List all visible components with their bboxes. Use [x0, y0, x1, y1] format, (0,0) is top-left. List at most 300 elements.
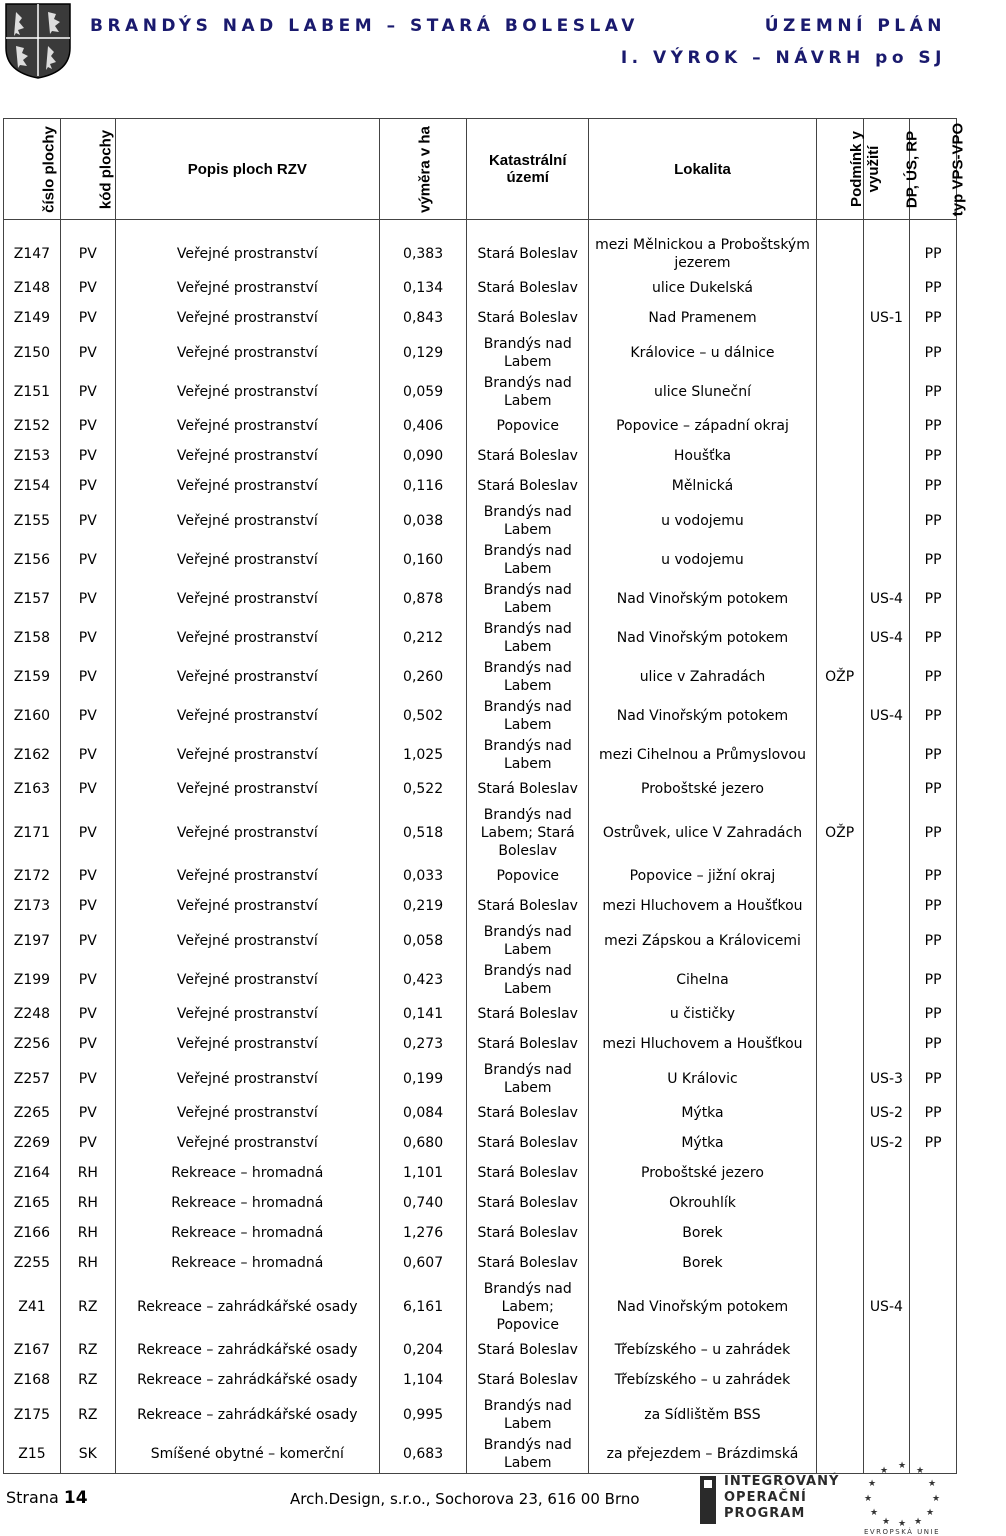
table-body [4, 220, 957, 1474]
cell-vymera: 0,522 [379, 774, 466, 804]
cell-podminka [816, 411, 863, 441]
cell-kod: PV [60, 303, 115, 333]
cell-kod: PV [60, 861, 115, 891]
cell-podminka [816, 1128, 863, 1158]
cell-lokalita: Okrouhlík [589, 1188, 817, 1218]
cell-lokalita: za přejezdem – Brázdimská [589, 1434, 817, 1474]
cell-lokalita: Třebízského – u zahrádek [589, 1365, 817, 1395]
cell-katastr: Brandýs nad Labem [467, 618, 589, 657]
cell-kod: RH [60, 1218, 115, 1248]
cell-kod: PV [60, 696, 115, 735]
cell-kod: PV [60, 540, 115, 579]
cell-kod: PV [60, 411, 115, 441]
cell-podminka [816, 273, 863, 303]
cell-typ: PP [910, 1128, 957, 1158]
table-row [4, 861, 957, 891]
cell-typ [910, 1395, 957, 1434]
cell-katastr: Brandýs nad Labem [467, 372, 589, 411]
cell-popis: Veřejné prostranství [115, 501, 379, 540]
cell-kod: RH [60, 1158, 115, 1188]
cell-vymera: 0,878 [379, 579, 466, 618]
cell-cislo: Z256 [4, 1029, 61, 1059]
cell-popis: Veřejné prostranství [115, 861, 379, 891]
cell-vymera: 0,141 [379, 999, 466, 1029]
cell-kod: PV [60, 774, 115, 804]
cell-podminka [816, 333, 863, 372]
cell-katastr: Brandýs nad Labem [467, 1395, 589, 1434]
table-row [4, 501, 957, 540]
cell-lokalita: Nad Vinořským potokem [589, 696, 817, 735]
cell-typ: PP [910, 501, 957, 540]
cell-dp: US-2 [863, 1098, 910, 1128]
cell-vymera: 0,518 [379, 804, 466, 861]
cell-vymera: 0,033 [379, 861, 466, 891]
cell-vymera: 1,101 [379, 1158, 466, 1188]
svg-text:★: ★ [881, 1517, 891, 1527]
cell-lokalita: Mýtka [589, 1098, 817, 1128]
table-row [4, 891, 957, 921]
cell-cislo: Z257 [4, 1059, 61, 1098]
cell-katastr: Stará Boleslav [467, 999, 589, 1029]
cell-podminka [816, 1158, 863, 1188]
cell-katastr: Brandýs nad Labem [467, 1434, 589, 1474]
table-row [4, 1434, 957, 1474]
cell-vymera: 0,199 [379, 1059, 466, 1098]
cell-typ: PP [910, 579, 957, 618]
table-row [4, 1158, 957, 1188]
cell-dp [863, 804, 910, 861]
cell-dp [863, 1335, 910, 1365]
eu-stars-logo-icon [852, 1458, 952, 1534]
cell-cislo: Z153 [4, 441, 61, 471]
cell-cislo: Z199 [4, 960, 61, 999]
table-row [4, 1098, 957, 1128]
cell-lokalita: za Sídlištěm BSS [589, 1395, 817, 1434]
cell-vymera: 1,025 [379, 735, 466, 774]
iop-logo [700, 1474, 840, 1526]
cell-dp [863, 891, 910, 921]
cell-dp [863, 1029, 910, 1059]
cell-popis: Veřejné prostranství [115, 540, 379, 579]
table-row [4, 1218, 957, 1248]
table-row [4, 618, 957, 657]
cell-podminka [816, 735, 863, 774]
table-row [4, 234, 957, 273]
cell-podminka [816, 1365, 863, 1395]
table-row [4, 579, 957, 618]
svg-text:★: ★ [867, 1479, 877, 1489]
cell-cislo: Z168 [4, 1365, 61, 1395]
cell-katastr: Stará Boleslav [467, 1098, 589, 1128]
cell-lokalita: U Královic [589, 1059, 817, 1098]
cell-podminka: OŽP [816, 804, 863, 861]
cell-cislo: Z167 [4, 1335, 61, 1365]
cell-typ: PP [910, 372, 957, 411]
cell-popis: Veřejné prostranství [115, 921, 379, 960]
cell-podminka [816, 372, 863, 411]
cell-lokalita: u vodojemu [589, 540, 817, 579]
cell-kod: PV [60, 579, 115, 618]
cell-kod: PV [60, 273, 115, 303]
col-header-podminka: Podmínk y využití [816, 119, 863, 220]
table-row [4, 540, 957, 579]
cell-popis: Veřejné prostranství [115, 1128, 379, 1158]
cell-lokalita: u čističky [589, 999, 817, 1029]
cell-popis: Rekreace – hromadná [115, 1158, 379, 1188]
table-row [4, 804, 957, 861]
cell-lokalita: ulice v Zahradách [589, 657, 817, 696]
cell-popis: Veřejné prostranství [115, 618, 379, 657]
cell-dp [863, 1218, 910, 1248]
cell-typ: PP [910, 234, 957, 273]
cell-podminka [816, 1098, 863, 1128]
cell-podminka [816, 1395, 863, 1434]
cell-vymera: 0,116 [379, 471, 466, 501]
cell-vymera: 0,383 [379, 234, 466, 273]
cell-popis: Veřejné prostranství [115, 960, 379, 999]
cell-vymera: 0,160 [379, 540, 466, 579]
cell-vymera: 0,273 [379, 1029, 466, 1059]
cell-dp [863, 333, 910, 372]
iop-line2: OPERAČNÍ [724, 1490, 807, 1505]
cell-typ: PP [910, 960, 957, 999]
cell-lokalita: Královice – u dálnice [589, 333, 817, 372]
table-row [4, 273, 957, 303]
cell-typ: PP [910, 471, 957, 501]
cell-typ: PP [910, 411, 957, 441]
cell-lokalita: ulice Sluneční [589, 372, 817, 411]
cell-cislo: Z197 [4, 921, 61, 960]
cell-dp [863, 921, 910, 960]
cell-typ: PP [910, 735, 957, 774]
cell-podminka [816, 579, 863, 618]
cell-vymera: 0,260 [379, 657, 466, 696]
cell-dp: US-1 [863, 303, 910, 333]
cell-kod: RZ [60, 1395, 115, 1434]
cell-kod: RZ [60, 1335, 115, 1365]
cell-vymera: 0,134 [379, 273, 466, 303]
cell-podminka [816, 960, 863, 999]
cell-cislo: Z41 [4, 1278, 61, 1335]
cell-cislo: Z156 [4, 540, 61, 579]
cell-dp [863, 411, 910, 441]
cell-typ: PP [910, 804, 957, 861]
svg-text:★: ★ [869, 1508, 879, 1518]
table-row [4, 1365, 957, 1395]
cell-typ: PP [910, 696, 957, 735]
cell-cislo: Z162 [4, 735, 61, 774]
cell-popis: Veřejné prostranství [115, 411, 379, 441]
cell-dp [863, 471, 910, 501]
cell-popis: Veřejné prostranství [115, 1029, 379, 1059]
cell-popis: Veřejné prostranství [115, 891, 379, 921]
cell-kod: PV [60, 234, 115, 273]
cell-vymera: 0,740 [379, 1188, 466, 1218]
cell-podminka [816, 891, 863, 921]
cell-popis: Veřejné prostranství [115, 696, 379, 735]
cell-kod: PV [60, 1098, 115, 1128]
cell-katastr: Brandýs nad Labem [467, 579, 589, 618]
cell-popis: Rekreace – zahrádkářské osady [115, 1395, 379, 1434]
cell-katastr: Brandýs nad Labem [467, 960, 589, 999]
cell-podminka [816, 618, 863, 657]
cell-lokalita: Ostrůvek, ulice V Zahradách [589, 804, 817, 861]
cell-podminka [816, 774, 863, 804]
cell-typ: PP [910, 540, 957, 579]
cell-cislo: Z147 [4, 234, 61, 273]
cell-popis: Rekreace – hromadná [115, 1218, 379, 1248]
cell-lokalita: mezi Zápskou a Královicemi [589, 921, 817, 960]
cell-katastr: Stará Boleslav [467, 471, 589, 501]
eu-label: EVROPSKÁ UNIE [863, 1528, 941, 1536]
table-row [4, 411, 957, 441]
cell-dp [863, 960, 910, 999]
cell-lokalita: Borek [589, 1248, 817, 1278]
cell-kod: PV [60, 960, 115, 999]
cell-katastr: Stará Boleslav [467, 273, 589, 303]
svg-text:★: ★ [879, 1466, 889, 1476]
cell-dp [863, 540, 910, 579]
cell-kod: PV [60, 735, 115, 774]
table-row [4, 1128, 957, 1158]
cell-popis: Veřejné prostranství [115, 273, 379, 303]
cell-podminka [816, 1248, 863, 1278]
cell-lokalita: Cihelna [589, 960, 817, 999]
table-row [4, 1029, 957, 1059]
cell-podminka [816, 441, 863, 471]
cell-vymera: 6,161 [379, 1278, 466, 1335]
cell-popis: Veřejné prostranství [115, 234, 379, 273]
cell-katastr: Popovice [467, 861, 589, 891]
cell-kod: PV [60, 804, 115, 861]
svg-text:★: ★ [897, 1519, 907, 1529]
cell-podminka [816, 1335, 863, 1365]
cell-dp: US-4 [863, 696, 910, 735]
cell-lokalita: mezi Hluchovem a Houšťkou [589, 1029, 817, 1059]
cell-kod: PV [60, 999, 115, 1029]
cell-cislo: Z269 [4, 1128, 61, 1158]
cell-typ: PP [910, 1098, 957, 1128]
cell-cislo: Z248 [4, 999, 61, 1029]
cell-cislo: Z158 [4, 618, 61, 657]
cell-podminka [816, 303, 863, 333]
table-row [4, 333, 957, 372]
cell-cislo: Z159 [4, 657, 61, 696]
cell-katastr: Brandýs nad Labem [467, 735, 589, 774]
cell-kod: PV [60, 1059, 115, 1098]
table-row [4, 960, 957, 999]
cell-typ [910, 1218, 957, 1248]
cell-kod: PV [60, 1029, 115, 1059]
cell-typ: PP [910, 618, 957, 657]
cell-cislo: Z155 [4, 501, 61, 540]
table-row [4, 999, 957, 1029]
cell-vymera: 0,090 [379, 441, 466, 471]
cell-typ [910, 1158, 957, 1188]
cell-typ [910, 1188, 957, 1218]
cell-podminka [816, 999, 863, 1029]
cell-dp [863, 1248, 910, 1278]
cell-dp [863, 501, 910, 540]
cell-popis: Veřejné prostranství [115, 804, 379, 861]
cell-vymera: 0,212 [379, 618, 466, 657]
svg-text:★: ★ [897, 1461, 907, 1471]
cell-kod: PV [60, 921, 115, 960]
document-title: BRANDÝS NAD LABEM – STARÁ BOLESLAV [90, 16, 639, 36]
cell-podminka [816, 1218, 863, 1248]
table-row [4, 735, 957, 774]
cell-typ: PP [910, 273, 957, 303]
col-header-popis: Popis ploch RZV [115, 119, 379, 220]
cell-cislo: Z166 [4, 1218, 61, 1248]
cell-lokalita: Popovice – západní okraj [589, 411, 817, 441]
cell-lokalita: Borek [589, 1218, 817, 1248]
table-row [4, 1188, 957, 1218]
cell-dp [863, 234, 910, 273]
cell-popis: Rekreace – zahrádkářské osady [115, 1365, 379, 1395]
cell-cislo: Z152 [4, 411, 61, 441]
cell-katastr: Popovice [467, 411, 589, 441]
svg-text:★: ★ [925, 1508, 935, 1518]
cell-popis: Veřejné prostranství [115, 735, 379, 774]
cell-katastr: Brandýs nad Labem; Popovice [467, 1278, 589, 1335]
cell-dp: US-2 [863, 1128, 910, 1158]
cell-lokalita: mezi Hluchovem a Houšťkou [589, 891, 817, 921]
cell-vymera: 0,204 [379, 1335, 466, 1365]
svg-text:★: ★ [915, 1466, 925, 1476]
cell-vymera: 0,059 [379, 372, 466, 411]
table-row [4, 921, 957, 960]
cell-vymera: 0,058 [379, 921, 466, 960]
cell-typ [910, 1335, 957, 1365]
cell-popis: Rekreace – hromadná [115, 1248, 379, 1278]
cell-podminka [816, 234, 863, 273]
cell-katastr: Stará Boleslav [467, 891, 589, 921]
col-header-typ: typ VPS-VPO [910, 119, 957, 220]
svg-text:★: ★ [913, 1517, 923, 1527]
cell-lokalita: Nad Vinořským potokem [589, 579, 817, 618]
cell-vymera: 0,607 [379, 1248, 466, 1278]
cell-katastr: Stará Boleslav [467, 1029, 589, 1059]
table-row [4, 303, 957, 333]
cell-kod: PV [60, 471, 115, 501]
areas-table [3, 118, 967, 1474]
cell-vymera: 1,104 [379, 1365, 466, 1395]
cell-podminka [816, 1278, 863, 1335]
cell-popis: Smíšené obytné – komerční [115, 1434, 379, 1474]
cell-popis: Veřejné prostranství [115, 1059, 379, 1098]
cell-typ: PP [910, 1029, 957, 1059]
table-row [4, 372, 957, 411]
cell-cislo: Z149 [4, 303, 61, 333]
col-header-cislo: číslo plochy [4, 119, 61, 220]
cell-kod: PV [60, 441, 115, 471]
iop-line3: PROGRAM [724, 1506, 806, 1521]
cell-typ: PP [910, 441, 957, 471]
cell-katastr: Brandýs nad Labem; Stará Boleslav [467, 804, 589, 861]
svg-text:★: ★ [931, 1494, 941, 1504]
iop-line1: INTEGROVANÝ [724, 1474, 840, 1489]
cell-katastr: Brandýs nad Labem [467, 333, 589, 372]
cell-typ: PP [910, 303, 957, 333]
table-row [4, 1278, 957, 1335]
cell-vymera: 0,219 [379, 891, 466, 921]
cell-katastr: Stará Boleslav [467, 1218, 589, 1248]
cell-popis: Veřejné prostranství [115, 333, 379, 372]
cell-popis: Veřejné prostranství [115, 657, 379, 696]
cell-dp [863, 774, 910, 804]
cell-vymera: 0,680 [379, 1128, 466, 1158]
cell-lokalita: Nad Vinořským potokem [589, 618, 817, 657]
cell-katastr: Stará Boleslav [467, 441, 589, 471]
table-row [4, 1059, 957, 1098]
cell-katastr: Stará Boleslav [467, 1335, 589, 1365]
cell-typ: PP [910, 657, 957, 696]
cell-popis: Veřejné prostranství [115, 471, 379, 501]
cell-katastr: Stará Boleslav [467, 1188, 589, 1218]
cell-podminka [816, 471, 863, 501]
footer-address: Arch.Design, s.r.o., Sochorova 23, 616 00 Brno [290, 1490, 640, 1508]
cell-vymera: 1,276 [379, 1218, 466, 1248]
cell-popis: Veřejné prostranství [115, 579, 379, 618]
table-row [4, 696, 957, 735]
cell-popis: Rekreace – zahrádkářské osady [115, 1278, 379, 1335]
cell-dp: US-4 [863, 1278, 910, 1335]
cell-popis: Rekreace – hromadná [115, 1188, 379, 1218]
cell-podminka [816, 1029, 863, 1059]
cell-vymera: 0,129 [379, 333, 466, 372]
cell-lokalita: u vodojemu [589, 501, 817, 540]
cell-katastr: Stará Boleslav [467, 1248, 589, 1278]
cell-dp [863, 273, 910, 303]
cell-lokalita: Mělnická [589, 471, 817, 501]
cell-kod: PV [60, 372, 115, 411]
cell-lokalita: Třebízského – u zahrádek [589, 1335, 817, 1365]
cell-kod: PV [60, 891, 115, 921]
table-row [4, 1248, 957, 1278]
table-row [4, 1335, 957, 1365]
cell-typ: PP [910, 861, 957, 891]
cell-katastr: Brandýs nad Labem [467, 657, 589, 696]
cell-cislo: Z255 [4, 1248, 61, 1278]
cell-katastr: Stará Boleslav [467, 1365, 589, 1395]
col-header-dp: DP, ÚS, RP [863, 119, 910, 220]
cell-typ: PP [910, 774, 957, 804]
cell-katastr: Brandýs nad Labem [467, 921, 589, 960]
cell-dp [863, 735, 910, 774]
cell-podminka [816, 696, 863, 735]
cell-katastr: Brandýs nad Labem [467, 501, 589, 540]
svg-text:★: ★ [863, 1494, 873, 1504]
cell-cislo: Z163 [4, 774, 61, 804]
cell-popis: Rekreace – zahrádkářské osady [115, 1335, 379, 1365]
table-row [4, 441, 957, 471]
cell-dp [863, 1158, 910, 1188]
cell-cislo: Z173 [4, 891, 61, 921]
cell-lokalita: Houšťka [589, 441, 817, 471]
cell-typ [910, 1365, 957, 1395]
cell-vymera: 0,423 [379, 960, 466, 999]
cell-podminka [816, 1188, 863, 1218]
cell-cislo: Z154 [4, 471, 61, 501]
cell-typ [910, 1248, 957, 1278]
cell-typ: PP [910, 1059, 957, 1098]
cell-dp: US-4 [863, 579, 910, 618]
cell-popis: Veřejné prostranství [115, 441, 379, 471]
cell-kod: PV [60, 333, 115, 372]
cell-popis: Veřejné prostranství [115, 1098, 379, 1128]
document-type: ÚZEMNÍ PLÁN [764, 16, 946, 36]
